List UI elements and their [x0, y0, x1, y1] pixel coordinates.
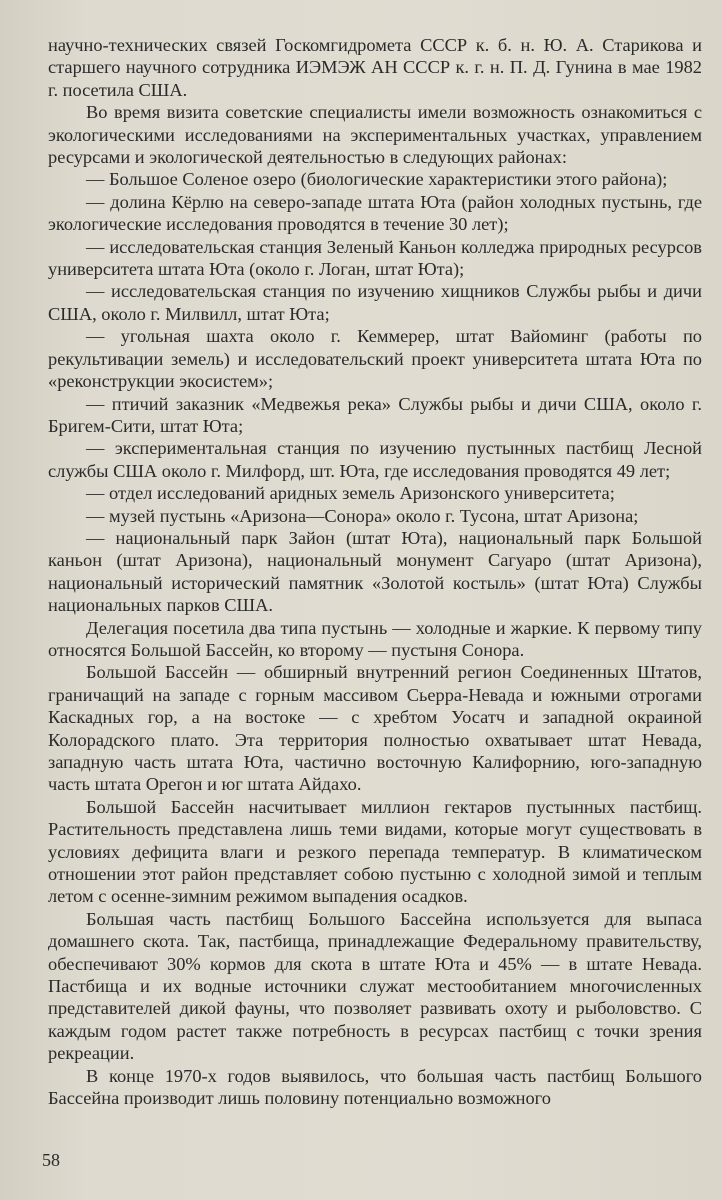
paragraph: Большая часть пастбищ Большого Бассейна используется для выпаса домашнего скота. Так, пастбища, принадлежащие Федеральному правительству, обеспечивают 30% кормов для скота в штате Юта и 45% — в штате Невада. Пастбища и их водные источники служат местообитанием многочисленных представителей дикой фауны, что позволяет развивать охоту и рыболовство. С каждым годом растет также потребность в ресурсах пастбищ с точки зрения рекреации.: [48, 908, 702, 1064]
paragraph: — Большое Соленое озеро (биологические характеристики этого района);: [86, 169, 668, 190]
paragraph: Делегация посетила два типа пустынь — холодные и жаркие. К первому типу относятся Большой Бассейн, ко второму — пустыня Сонора.: [48, 617, 702, 660]
paragraph: — отдел исследований аридных земель Аризонского университета;: [86, 483, 615, 504]
paragraph: — долина Кёрлю на северо-западе штата Юта (район холодных пустынь, где экологические исследования проводятся в течение 30 лет);: [48, 191, 702, 235]
paragraph: научно-технических связей Госкомгидромета СССР к. б. н. Ю. А. Старикова и старшего научного сотрудника ИЭМЭЖ АН СССР к. г. н. П. Д. Гунина в мае 1982 г. посетила США.: [48, 35, 702, 100]
paragraph: — угольная шахта около г. Кеммерер, штат Вайоминг (работы по рекультивации земель) и исследовательский проект университета штата Юта по «реконструкции экосистем»;: [48, 326, 702, 392]
paragraph: Большой Бассейн насчитывает миллион гектаров пустынных пастбищ. Растительность представлена лишь теми видами, которые могут существовать в условиях дефицита влаги и резкого перепада температур. В климатическом отношении этот район представляет собою пустыню с холодной зимой и теплым летом с осенне-зимним режимом выпадения осадков.: [48, 796, 702, 907]
paragraph: — экспериментальная станция по изучению пустынных пастбищ Лесной службы США около г. Милфорд, шт. Юта, где исследования проводятся 49 лет;: [48, 438, 702, 481]
body-text: [48, 34, 702, 1110]
paragraph: — исследовательская станция по изучению хищников Службы рыбы и дичи США, около г. Милвилл, штат Юта;: [48, 281, 702, 324]
paragraph: В конце 1970-х годов выявилось, что большая часть пастбищ Большого Бассейна производит лишь половину потенциально возможного: [48, 1065, 702, 1109]
paragraph: Большой Бассейн — обширный внутренний регион Соединенных Штатов, граничащий на западе с горным массивом Сьерра-Невада и южными отрогами Каскадных гор, а на востоке — с хребтом Уосатч и западной окраиной Колорадского плато. Эта территория полностью охватывает штат Невада, западную часть штата Юта, частично восточную Калифорнию, юго-западную часть штата Орегон и юг штата Айдахо.: [48, 662, 702, 795]
paragraph: — музей пустынь «Аризона—Сонора» около г. Тусона, штат Аризона;: [86, 505, 639, 526]
page-number: 58: [42, 1150, 60, 1170]
paragraph: — национальный парк Зайон (штат Юта), национальный парк Большой каньон (штат Аризона), национальный монумент Сагуаро (штат Аризона), национальный исторический памятник «Золотой костыль» (штат Юта) Службы национальных парков США.: [48, 527, 702, 616]
paragraph: Во время визита советские специалисты имели возможность ознакомиться с экологическими исследованиями на экспериментальных участках, управлением ресурсами и экологической деятельностью в следующих районах:: [48, 102, 702, 168]
paragraph: — птичий заказник «Медвежья река» Службы рыбы и дичи США, около г. Бригем-Сити, штат Юта;: [48, 393, 702, 436]
paragraph: — исследовательская станция Зеленый Каньон колледжа природных ресурсов университета штата Юта (около г. Логан, штат Юта);: [48, 236, 702, 280]
